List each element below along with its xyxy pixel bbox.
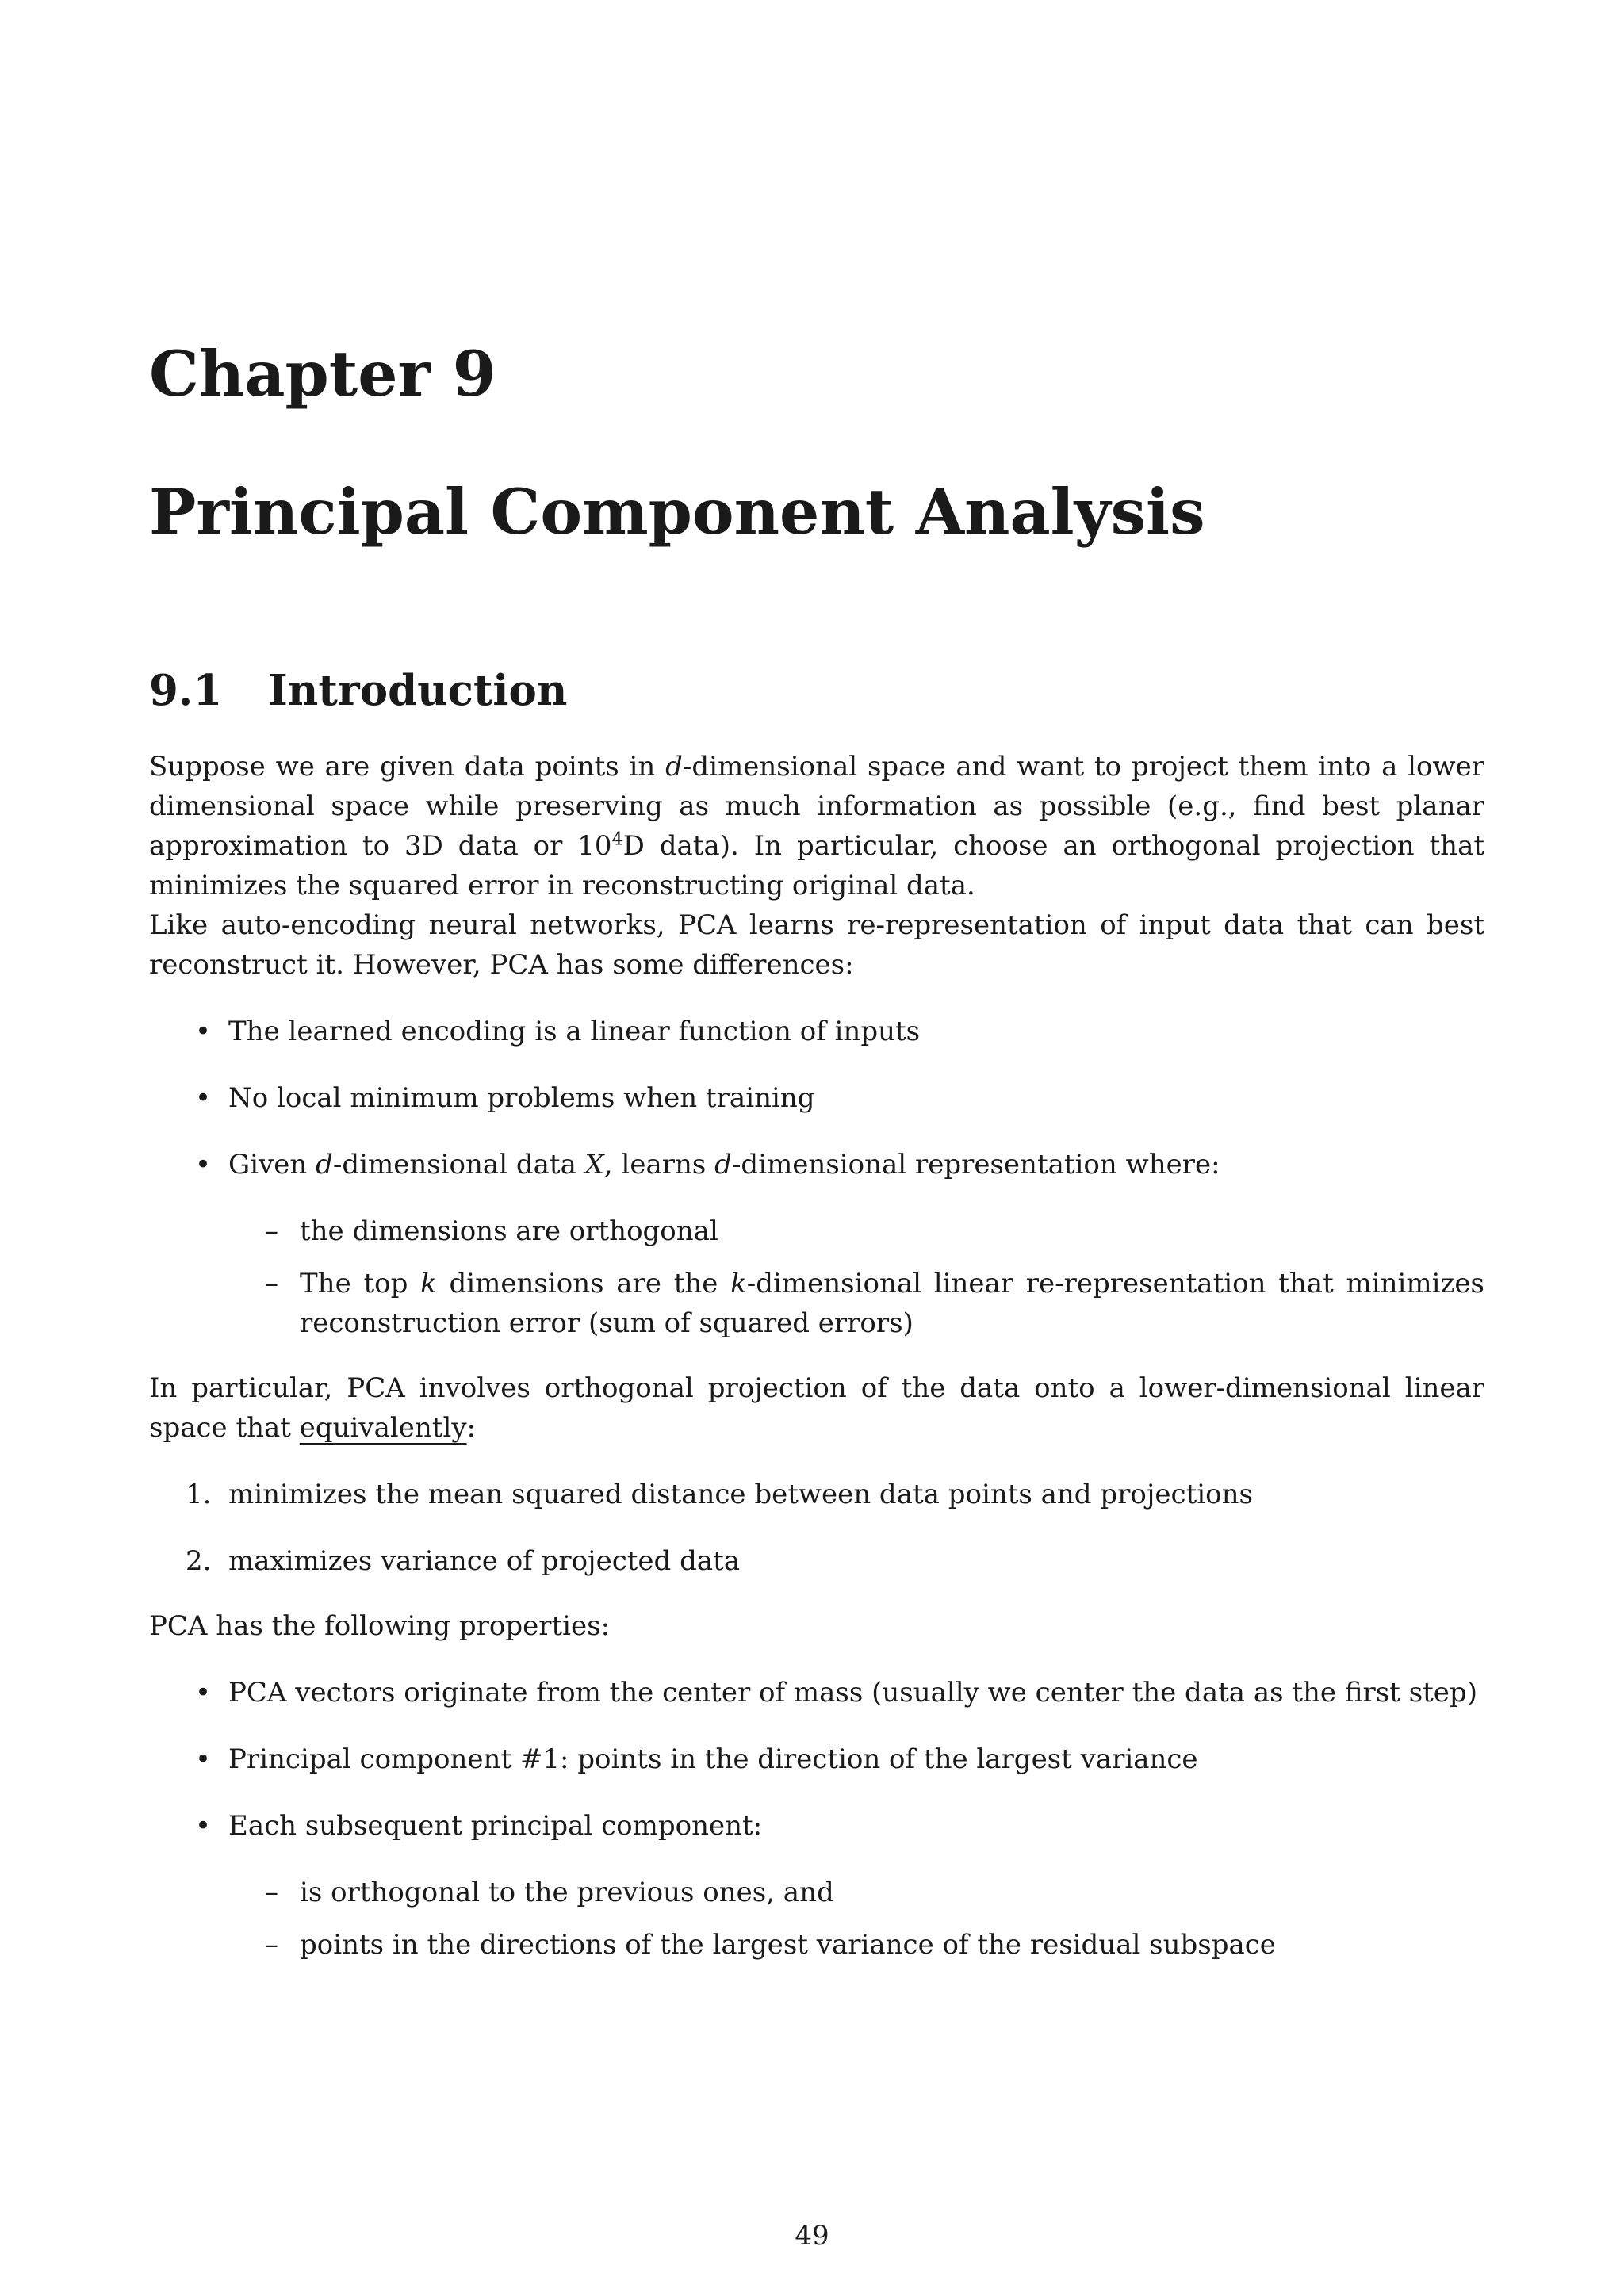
properties-intro: PCA has the following properties: (149, 1610, 611, 1642)
bullet-marker: • (195, 1743, 212, 1775)
math-var: d (316, 1149, 333, 1181)
list-item (149, 1541, 1484, 1581)
bullet-marker: • (195, 1082, 212, 1114)
list-item-text: maximizes variance of projected data (228, 1545, 741, 1577)
text-run: D data). In particular, choose an orthogonal projection that minimizes the squared error in reconstructing original data. (149, 830, 1484, 901)
sub-list (228, 1873, 1484, 1965)
sub-list-item (149, 1264, 1484, 1343)
list-item-text: Principal component #1: points in the direction of the largest variance (228, 1743, 1198, 1775)
underlined-text: equivalently (299, 1412, 467, 1444)
section-body (149, 747, 1484, 1965)
superscript: 4 (611, 829, 623, 850)
section-number: 9.1 (149, 666, 223, 715)
sub-list (228, 1211, 1484, 1343)
math-var: k (730, 1268, 747, 1299)
text-run: -dimensional data (332, 1149, 585, 1181)
list-item-text: The learned encoding is a linear function of inputs (228, 1016, 921, 1047)
bullet-marker: • (195, 1810, 212, 1842)
list-item-text: PCA vectors originate from the center of mass (usually we center the data as the first step) (228, 1677, 1477, 1709)
bullet-marker: • (195, 1149, 212, 1181)
differences-list (149, 1012, 1484, 1343)
math-var: k (420, 1268, 437, 1299)
chapter-title: Principal Component Analysis (149, 475, 1205, 549)
number-marker: 2. (186, 1545, 212, 1577)
section-title: Introduction (268, 666, 568, 715)
properties-list (149, 1673, 1484, 1965)
list-item (149, 1673, 1484, 1712)
text-run: -dimensional representation where: (731, 1149, 1220, 1181)
dash-marker: – (265, 1268, 278, 1299)
section-heading (149, 666, 568, 715)
text-run: : (466, 1412, 477, 1444)
math-var: d (714, 1149, 732, 1181)
projection-list (149, 1475, 1484, 1581)
list-item (149, 1806, 1484, 1965)
list-item-text: the dimensions are orthogonal (300, 1215, 718, 1247)
page-number: 49 (795, 2220, 829, 2252)
intro-paragraph-1 (149, 747, 1484, 905)
sub-list-item (149, 1211, 1484, 1251)
sub-list-item (149, 1873, 1484, 1912)
list-item-text: minimizes the mean squared distance between data points and projections (228, 1479, 1253, 1510)
projection-paragraph (149, 1368, 1484, 1448)
chapter-label: Chapter 9 (149, 337, 496, 411)
bullet-marker: • (195, 1016, 212, 1047)
dash-marker: – (265, 1877, 278, 1908)
list-item-text: is orthogonal to the previous ones, and (300, 1877, 834, 1908)
list-item (149, 1078, 1484, 1118)
list-item (149, 1475, 1484, 1514)
list-item (149, 1739, 1484, 1779)
list-item (149, 1012, 1484, 1051)
sub-list-item (149, 1925, 1484, 1965)
list-item (149, 1145, 1484, 1343)
math-var: X (584, 1149, 604, 1181)
intro-paragraph-2: Like auto-encoding neural networks, PCA learns re-representation of input data that can best reconstruct it. However, PCA has some differences: (149, 909, 1484, 981)
text-run: -dimensional space and want to project them into a lower dimensional space while preserving as much information as possible (e.g., find best planar approximation to 3D data or 10 (149, 751, 1484, 862)
text-run: Suppose we are given data points in (149, 751, 666, 783)
text-run: The top (300, 1268, 421, 1299)
text-run: , learns (603, 1149, 715, 1181)
number-marker: 1. (186, 1479, 212, 1510)
dash-marker: – (265, 1215, 278, 1247)
list-item-text: No local minimum problems when training (228, 1082, 815, 1114)
list-item-text: Each subsequent principal component: (228, 1810, 763, 1842)
text-run: -dimensional linear re-representation that minimizes reconstruction error (sum of squared errors) (300, 1268, 1484, 1339)
text-run: Given (228, 1149, 316, 1181)
list-item-text: points in the directions of the largest variance of the residual subspace (300, 1929, 1276, 1961)
bullet-marker: • (195, 1677, 212, 1709)
text-run: In particular, PCA involves orthogonal projection of the data onto a lower-dimensional linear space that (149, 1372, 1484, 1444)
text-run: dimensions are the (436, 1268, 731, 1299)
dash-marker: – (265, 1929, 278, 1961)
math-var: d (665, 751, 683, 783)
